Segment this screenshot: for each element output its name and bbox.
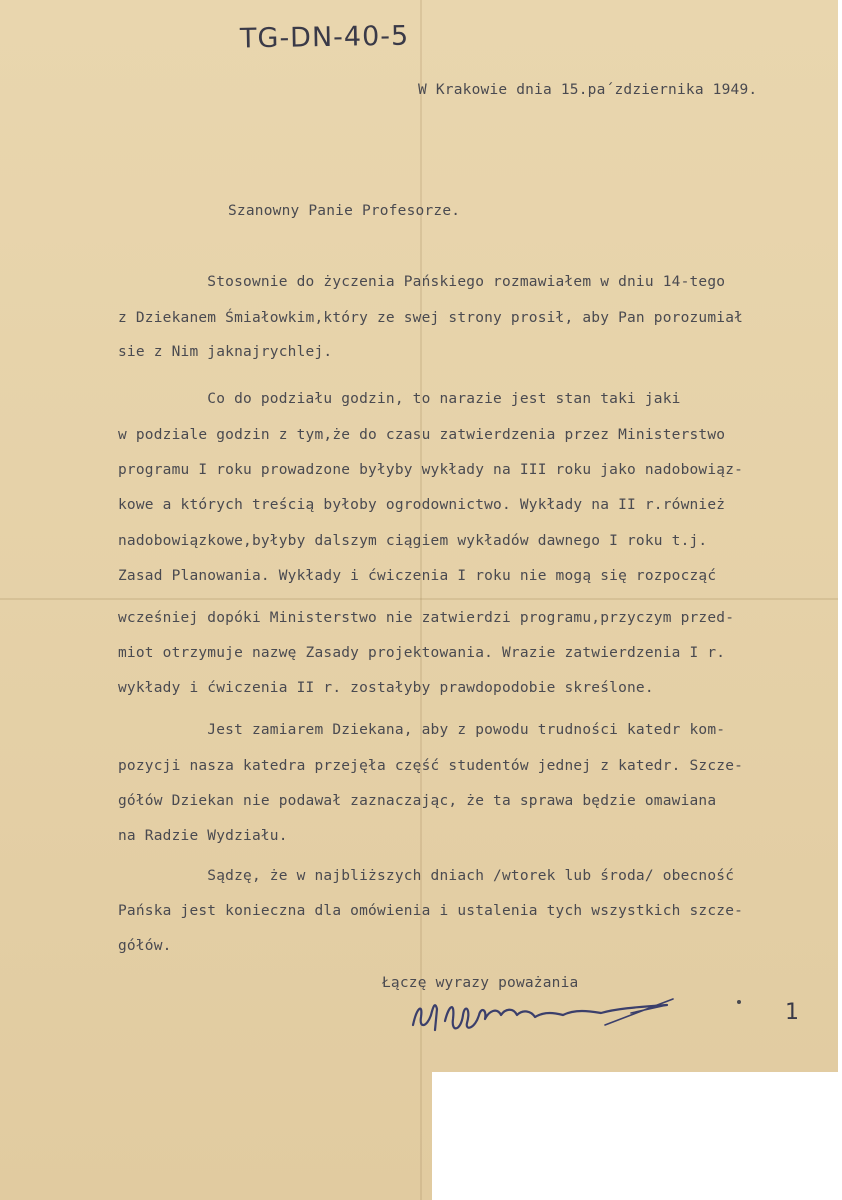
salutation: Szanowny Panie Profesorze.	[228, 203, 461, 219]
body-line: sie z Nim jaknajrychlej.	[118, 344, 333, 360]
reference-code: TG-DN-40-5	[239, 20, 410, 55]
body-line: miot otrzymuje nazwę Zasady projektowania. Wrazie zatwierdzenia I r.	[118, 645, 726, 661]
body-line: programu I roku prowadzone byłyby wykłady na III roku jako nadobowiąz-	[118, 462, 744, 478]
body-line: w podziale godzin z tym,że do czasu zatwierdzenia przez Ministerstwo	[118, 427, 726, 443]
body-line: Pańska jest konieczna dla omówienia i ustalenia tych wszystkich szcze-	[118, 903, 744, 919]
handwritten-signature	[405, 985, 680, 1040]
body-line: Jest zamiarem Dziekana, aby z powodu trudności katedr kom-	[118, 722, 726, 738]
closing-line: Łączę wyrazy poważania	[382, 975, 579, 991]
body-line: Co do podziału godzin, to narazie jest stan taki jaki	[118, 391, 681, 407]
body-line: nadobowiązkowe,byłyby dalszym ciągiem wykładów dawnego I roku t.j.	[118, 533, 708, 549]
ink-dot	[737, 1000, 741, 1004]
date-line: W Krakowie dnia 15.pa´zdziernika 1949.	[418, 82, 758, 98]
body-line: gółów.	[118, 938, 172, 954]
body-line: Sądzę, że w najbliższych dniach /wtorek lub środa/ obecność	[118, 868, 735, 884]
body-line: wykłady i ćwiczenia II r. zostałyby prawdopodobie skreślone.	[118, 680, 654, 696]
body-line: wcześniej dopóki Ministerstwo nie zatwierdzi programu,przyczym przed-	[118, 610, 735, 626]
body-line: Stosownie do życzenia Pańskiego rozmawiałem w dniu 14-tego	[118, 274, 726, 290]
body-line: na Radzie Wydziału.	[118, 828, 288, 844]
body-line: gółów Dziekan nie podawał zaznaczając, że ta sprawa będzie omawiana	[118, 793, 717, 809]
body-line: z Dziekanem Śmiałowkim,który ze swej strony prosił, aby Pan porozumiał	[118, 310, 744, 326]
body-line: kowe a których treścią byłoby ogrodownictwo. Wykłady na II r.również	[118, 497, 726, 513]
page-number: 1	[785, 1000, 799, 1025]
body-line: pozycji nasza katedra przejęła część studentów jednej z katedr. Szcze-	[118, 758, 744, 774]
body-line: Zasad Planowania. Wykłady i ćwiczenia I roku nie mogą się rozpocząć	[118, 568, 717, 584]
